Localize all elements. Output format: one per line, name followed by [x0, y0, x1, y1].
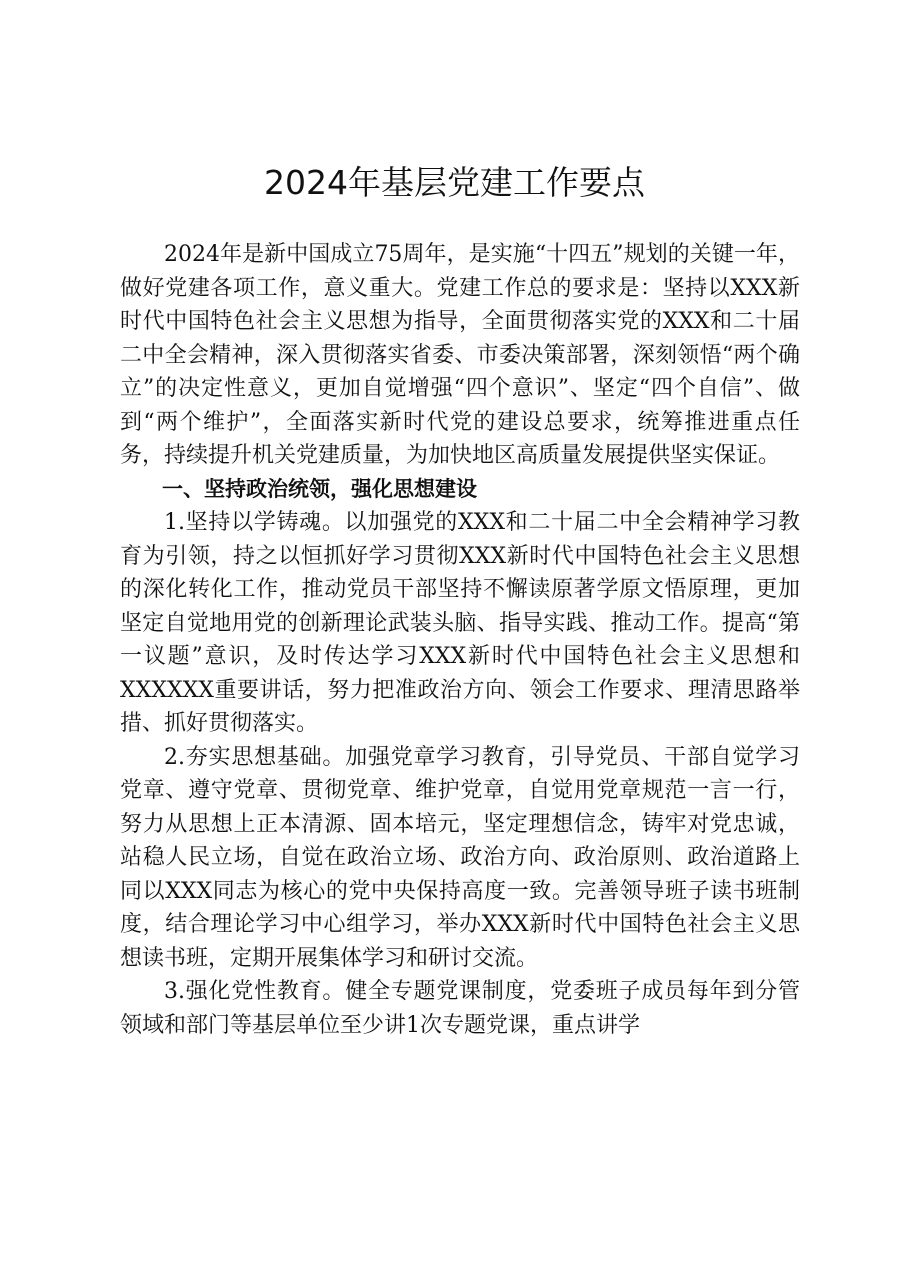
item-paragraph-2: 2.夯实思想基础。加强党章学习教育，引导党员、干部自觉学习党章、遵守党章、贯彻党章、维护党章，自觉用党章规范一言一行，努力从思想上正本清源、固本培元，坚定理想信念，铸牢对党忠诚，站稳人民立场，自觉在政治立场、政治方向、政治原则、政治道路上同以XXX同志为核心的党中央保持高度一致。完善领导班子读书班制度，结合理论学习中心组学习，举办XXX新时代中国特色社会主义思想读书班，定期开展集体学习和研讨交流。 — [120, 744, 800, 971]
section-heading-1: 一、坚持政治统领，强化思想建设 — [162, 476, 477, 501]
document-title: 2024年基层党建工作要点 — [264, 163, 645, 202]
document-body — [120, 238, 800, 1042]
item-paragraph-3: 3.强化党性教育。健全专题党课制度，党委班子成员每年到分管领域和部门等基层单位至少讲1次专题党课，重点讲学 — [120, 979, 800, 1038]
item-paragraph-1: 1.坚持以学铸魂。以加强党的XXX和二十届二中全会精神学习教育为引领，持之以恒抓好学习贯彻XXX新时代中国特色社会主义思想的深化转化工作，推动党员干部坚持不懈读原著学原文悟原理，更加坚定自觉地用党的创新理论武装头脑、指导实践、推动工作。提高“第一议题”意识，及时传达学习XXX新时代中国特色社会主义思想和XXXXXX重要讲话，努力把准政治方向、领会工作要求、理清思路举措、抓好贯彻落实。 — [120, 510, 800, 736]
intro-paragraph: 2024年是新中国成立75周年，是实施“十四五”规划的关键一年，做好党建各项工作，意义重大。党建工作总的要求是：坚持以XXX新时代中国特色社会主义思想为指导，全面贯彻落实党的XXX和二十届二中全会精神，深入贯彻落实省委、市委决策部署，深刻领悟“两个确立”的决定性意义，更加自觉增强“四个意识”、坚定“四个自信”、做到“两个维护”，全面落实新时代党的建设总要求，统筹推进重点任务，持续提升机关党建质量，为加快地区高质量发展提供坚实保证。 — [120, 242, 800, 468]
